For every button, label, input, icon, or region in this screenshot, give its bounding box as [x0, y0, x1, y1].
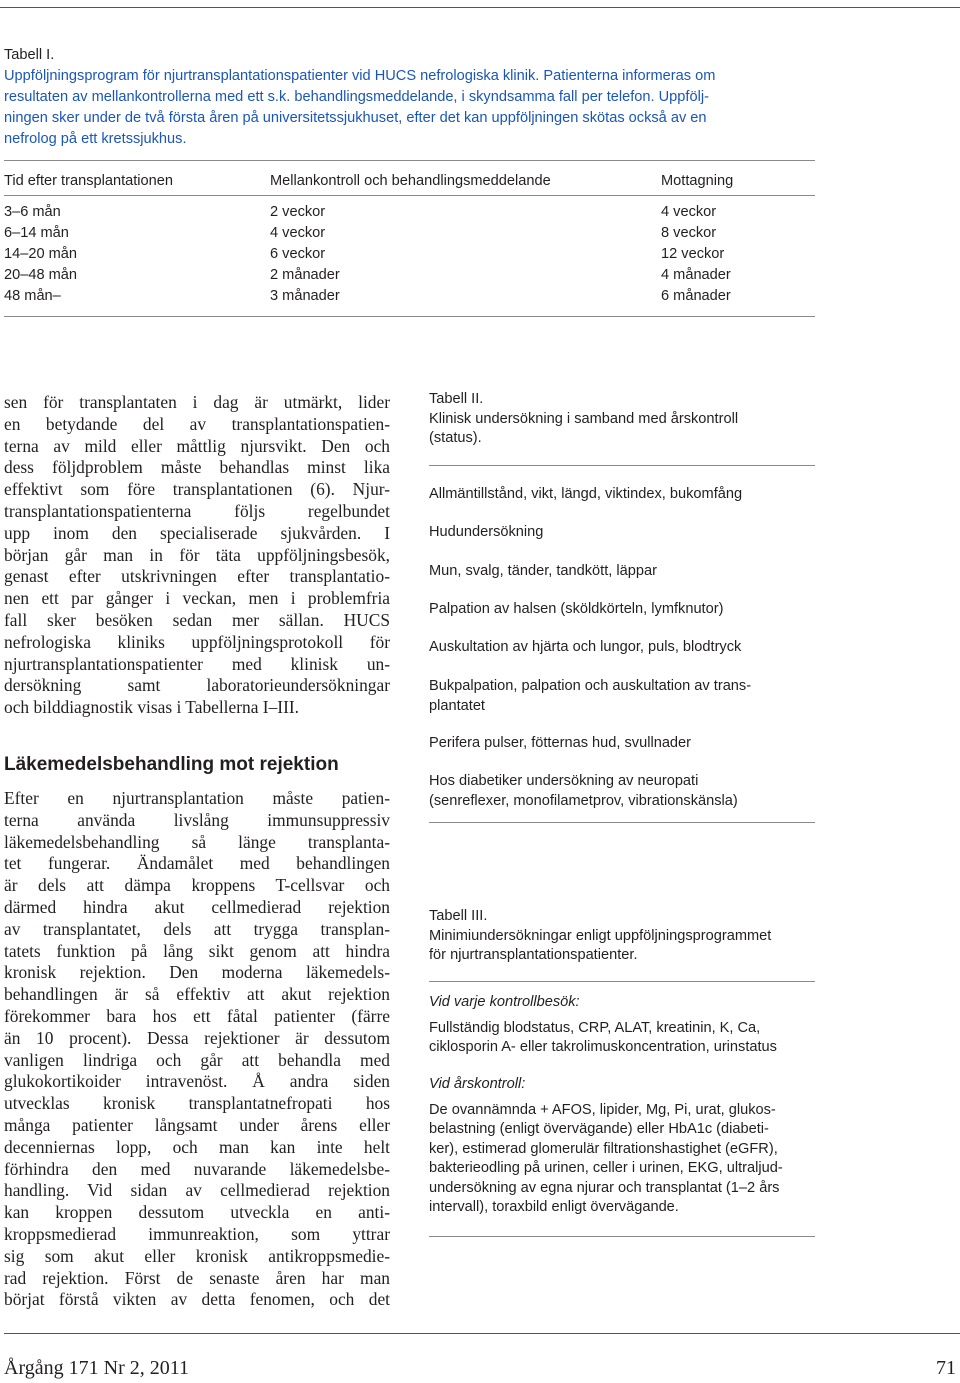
table2-item-text: Hudundersökning — [429, 524, 544, 540]
table2-item — [429, 562, 815, 582]
text-line: nen ett par gånger i veckan, men i problemfria — [4, 588, 390, 609]
table1-cell: 3–6 mån — [4, 204, 61, 220]
table1-cell: 6 månader — [661, 288, 731, 304]
table1-top-rule — [4, 160, 815, 161]
footer-rule — [4, 1333, 960, 1334]
table1-cell: 4 veckor — [661, 204, 717, 220]
table1-caption — [4, 45, 812, 150]
text-line: därmed hindra akut cellmedierad rejektion — [4, 896, 390, 917]
text-line: handling. Vid sidan av cellmedierad rejektion — [4, 1180, 390, 1201]
text-line: glukokortikoider intravenöst. Å andra siden — [4, 1071, 390, 1092]
table3-caption-line: för njurtransplantationspatienter. — [429, 947, 638, 963]
text-line: effektivt som före transplantationen (6). Njur- — [4, 479, 390, 500]
table3-caption — [429, 907, 829, 966]
table1-cell: 12 veckor — [661, 246, 725, 262]
table3-section-label: Vid årskontroll: — [429, 1076, 526, 1092]
table1-title: Tabell I. — [4, 47, 55, 63]
table2-item — [429, 734, 815, 754]
table2-top-rule — [429, 465, 815, 466]
table1-cell: 4 veckor — [270, 225, 326, 241]
text-line: vanligen lindriga och går att behandla med — [4, 1049, 390, 1070]
text-line: decenniernas lopp, och man kan inte helt — [4, 1136, 390, 1157]
text-line: börjat förstå vikten av detta fenomen, och det — [4, 1289, 390, 1310]
table2-item — [429, 677, 815, 716]
table1-caption-line: nefrolog på ett kretssjukhus. — [4, 131, 187, 147]
table2-item — [429, 638, 815, 658]
table3-line: belastning (enligt övervägande) eller HbA1c (diabeti- — [429, 1121, 769, 1137]
table1-cell: 20–48 mån — [4, 267, 78, 283]
text-line: kroppsmedierad immunreaktion, som yttrar — [4, 1223, 390, 1244]
text-line: förekommer bara hos ett fåtal patienter (färre — [4, 1005, 390, 1026]
table2-title: Tabell II. — [429, 391, 484, 407]
text-line: förhindra den med nuvarande läkemedelsbe- — [4, 1158, 390, 1179]
table1-cell: 2 månader — [270, 267, 340, 283]
table2-item-text: Bukpalpation, palpation och auskultation av trans- — [429, 678, 752, 694]
table1-cell: 8 veckor — [661, 225, 717, 241]
table1-caption-line: Uppföljningsprogram för njurtransplantationspatienter vid HUCS nefrologiska klinik. Patienterna informeras om — [4, 68, 716, 84]
table1-cell: 14–20 mån — [4, 246, 78, 262]
text-line: och bilddiagnostik visas i Tabellerna I–III. — [4, 697, 299, 718]
article-paragraph-1 — [4, 392, 390, 719]
table3-line: ciklosporin A- eller takrolimuskoncentration, urinstatus — [429, 1039, 777, 1055]
footer-journal: Årgång 171 Nr 2, 2011 — [4, 1357, 189, 1379]
text-line: början går man in för täta uppföljningsbesök, — [4, 544, 390, 565]
top-rule — [0, 7, 960, 8]
table2-item-text: Mun, svalg, tänder, tandkött, läppar — [429, 563, 657, 579]
text-line: genast efter utskrivningen efter transplantatio- — [4, 566, 390, 587]
table1-header-rule — [4, 195, 815, 196]
text-line: kronisk rejektion. Den moderna läkemedels- — [4, 962, 390, 983]
text-line: behandlingen är så effektiv att akut rejektion — [4, 984, 390, 1005]
text-line: många patienter långsamt under årens eller — [4, 1114, 390, 1135]
text-line: terna av mild eller måttlig njursvikt. Den och — [4, 435, 390, 456]
table1-cell: 48 mån– — [4, 288, 61, 304]
table2-item-text: Allmäntillstånd, vikt, längd, viktindex, bukomfång — [429, 486, 743, 502]
table1-header-reception: Mottagning — [661, 173, 734, 189]
table2-caption-line: (status). — [429, 430, 482, 446]
table1-cell: 2 veckor — [270, 204, 326, 220]
table3-title: Tabell III. — [429, 908, 488, 924]
table1-header-control: Mellankontroll och behandlingsmeddelande — [270, 173, 551, 189]
table2-item — [429, 600, 815, 620]
text-line: upp inom den specialiserade sjukvården. I — [4, 522, 390, 543]
table3-line: intervall), toraxbild enligt övervägande. — [429, 1199, 679, 1215]
table3-top-rule — [429, 981, 815, 982]
table2-item-text: Auskultation av hjärta och lungor, puls, blodtryck — [429, 639, 742, 655]
table3-line: De ovannämnda + AFOS, lipider, Mg, Pi, urat, glukos- — [429, 1101, 776, 1118]
text-line: terna använda livslång immunsuppressiv — [4, 809, 390, 830]
text-line: nefrologiska kliniks uppföljningsprotokoll för — [4, 631, 390, 652]
table2-item-text: Perifera pulser, fötternas hud, svullnader — [429, 735, 692, 751]
text-line: njurtransplantationspatienter med klinisk un- — [4, 653, 390, 674]
table1-caption-line: resultaten av mellankontrollerna med ett s.k. behandlingsmeddelande, i skyndsamma fall per telefon. Uppfölj- — [4, 89, 709, 105]
text-line: tatets funktion på lång sikt genom att hindra — [4, 940, 390, 961]
table3-bottom-rule — [429, 1236, 815, 1237]
text-line: tet fungerar. Ändamålet med behandlingen — [4, 853, 390, 874]
text-line: läkemedelsbehandling så länge transplanta- — [4, 831, 390, 852]
table2-caption — [429, 390, 815, 449]
text-line: Efter en njurtransplantation måste patien- — [4, 788, 390, 808]
table3-section-visit — [429, 993, 829, 1058]
table2-bottom-rule — [429, 822, 815, 823]
table1-header-time: Tid efter transplantationen — [4, 173, 174, 189]
text-line: sig som akut eller kronisk antikroppsmedie- — [4, 1245, 390, 1266]
text-line: dersökning samt laboratorieundersökningar — [4, 675, 390, 696]
table3-line: Fullständig blodstatus, CRP, ALAT, kreatinin, K, Ca, — [429, 1019, 761, 1036]
text-line: av transplantatet, dels att trygga transplan- — [4, 918, 390, 939]
text-line: dess följdproblem måste behandlas minst lika — [4, 457, 390, 478]
text-line: transplantationspatienterna följs regelbundet — [4, 500, 390, 521]
text-line: utvecklas kronisk transplantatnefropati hos — [4, 1093, 390, 1114]
table2-item-text: (senreflexer, monofilametprov, vibrationskänsla) — [429, 792, 738, 809]
table2-item — [429, 523, 815, 543]
text-line: sen för transplantaten i dag är utmärkt, lider — [4, 392, 390, 412]
text-line: rad rejektion. Först de senaste åren har man — [4, 1267, 390, 1288]
text-line: är dels att dämpa kroppens T-cellsvar och — [4, 875, 390, 896]
table1-cell: 3 månader — [270, 288, 340, 304]
table3-line: undersökning av egna njurar och transplantat (1–2 års — [429, 1179, 780, 1196]
table1-bottom-rule — [4, 316, 815, 317]
table3-line: bakterieodling på urinen, celler i urinen, EKG, ultraljud- — [429, 1160, 783, 1176]
table2-caption-line: Klinisk undersökning i samband med årskontroll — [429, 410, 739, 427]
page-number: 71 — [936, 1357, 956, 1379]
text-line: kan kroppen dessutom utveckla en anti- — [4, 1202, 390, 1223]
table2-item — [429, 485, 815, 505]
table1-caption-line: ningen sker under de två första åren på universitetssjukhuset, efter det kan uppföljningen skötas också av en — [4, 110, 707, 126]
table2-item — [429, 772, 815, 811]
section-heading: Läkemedelsbehandling mot rejektion — [4, 754, 339, 775]
table3-section-annual — [429, 1075, 829, 1218]
table3-caption-line: Minimiundersökningar enligt uppföljningsprogrammet — [429, 927, 772, 944]
text-line: en betydande del av transplantationspatien- — [4, 413, 390, 434]
table1-cell: 6–14 mån — [4, 225, 69, 241]
article-paragraph-2 — [4, 788, 390, 1311]
table3-line: ker), estimerad glomerulär filtrationshastighet (eGFR), — [429, 1140, 778, 1157]
text-line: fall sker besöken sedan mer sällan. HUCS — [4, 609, 390, 630]
table1-cell: 4 månader — [661, 267, 731, 283]
table1-cell: 6 veckor — [270, 246, 326, 262]
table2-item-text: Hos diabetiker undersökning av neuropati — [429, 773, 699, 789]
table2-item-text: Palpation av halsen (sköldkörteln, lymfknutor) — [429, 601, 724, 617]
text-line: än 10 procent). Dessa rejektioner är dessutom — [4, 1027, 390, 1048]
table3-section-label: Vid varje kontrollbesök: — [429, 994, 580, 1010]
table2-item-text: plantatet — [429, 697, 485, 714]
